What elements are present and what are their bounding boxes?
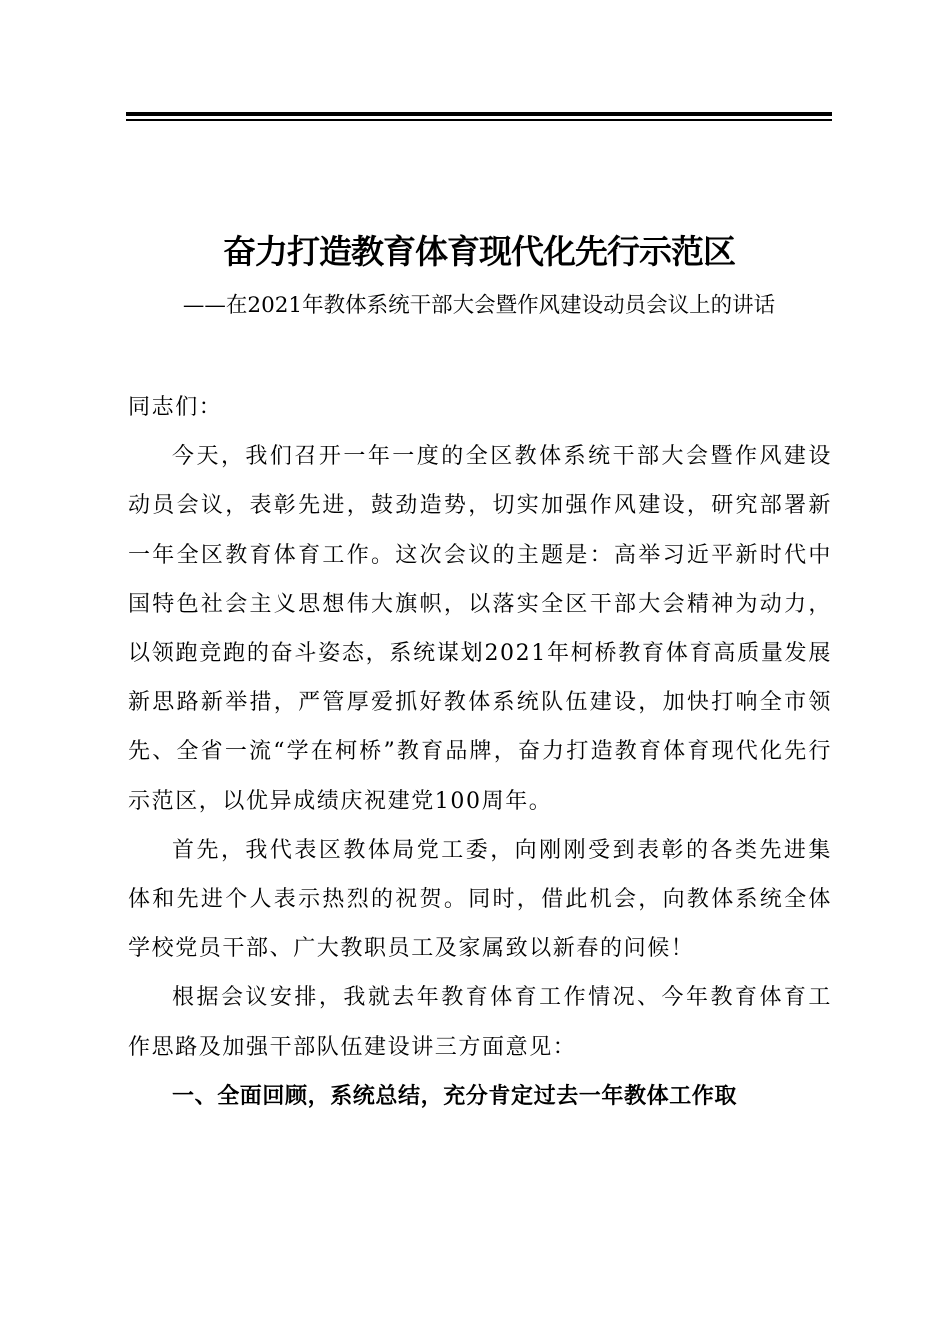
header-rule-thick	[126, 112, 832, 116]
document-title: 奋力打造教育体育现代化先行示范区	[223, 232, 735, 271]
document-body	[128, 383, 832, 1121]
paragraph-congratulations: 首先，我代表区教体局党工委，向刚刚受到表彰的各类先进集体和先进个人表示热烈的祝贺。同时，借此机会，向教体系统全体学校党员干部、广大教职员工及家属致以新春的问候！	[128, 837, 832, 962]
paragraph-agenda: 根据会议安排，我就去年教育体育工作情况、今年教育体育工作思路及加强干部队伍建设讲三方面意见：	[128, 985, 832, 1060]
header-rule-thin	[126, 119, 832, 121]
section-heading-1: 一、全面回顾，系统总结，充分肯定过去一年教体工作取	[172, 1083, 738, 1109]
document-subtitle: ——在2021年教体系统干部大会暨作风建设动员会议上的讲话	[182, 293, 776, 318]
paragraph-opening: 今天，我们召开一年一度的全区教体系统干部大会暨作风建设动员会议，表彰先进，鼓劲造势，切实加强作风建设，研究部署新一年全区教育体育工作。这次会议的主题是：高举习近平新时代中国特色社会主义思想伟大旗帜，以落实全区干部大会精神为动力，以领跑竞跑的奋斗姿态，系统谋划2021年柯桥教育体育高质量发展新思路新举措，严管厚爱抓好教体系统队伍建设，加快打响全市领先、全省一流“学在柯桥”教育品牌，奋力打造教育体育现代化先行示范区，以优异成绩庆祝建党100周年。	[128, 444, 832, 814]
greeting: 同志们：	[128, 395, 223, 420]
